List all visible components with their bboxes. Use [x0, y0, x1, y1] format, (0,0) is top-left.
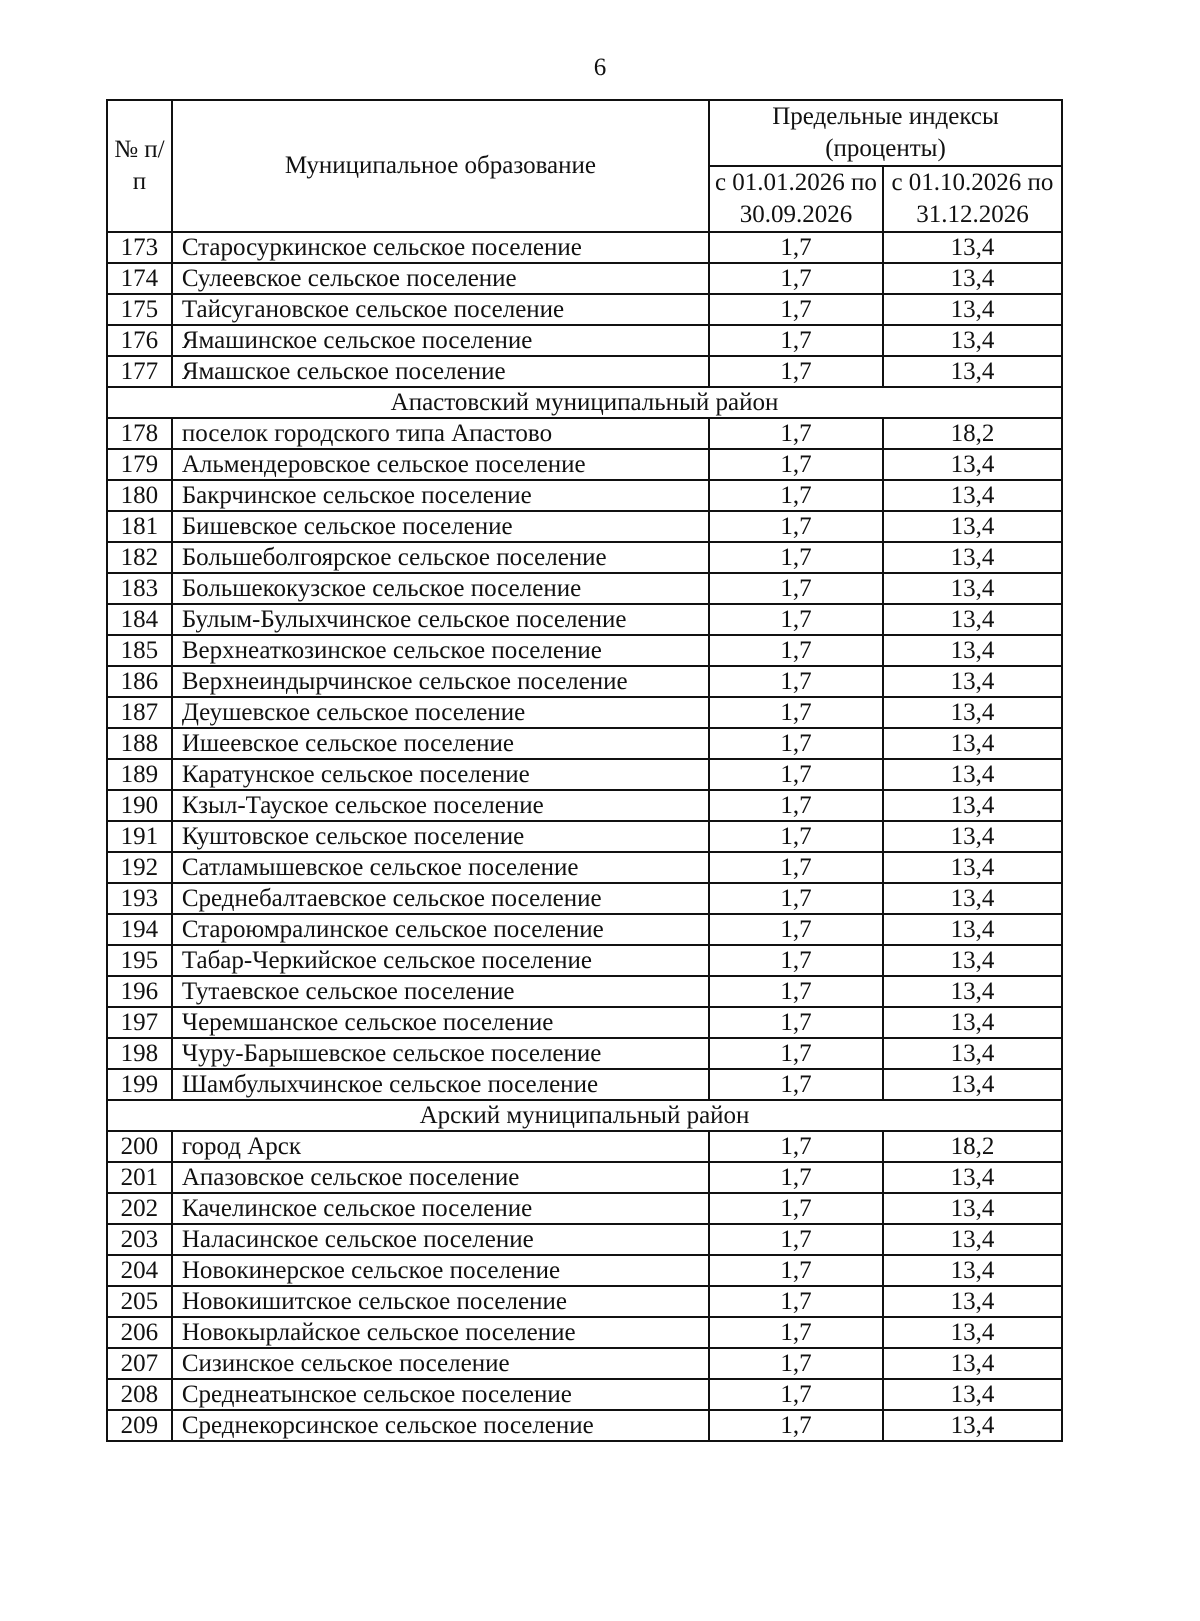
row-number: 173 — [107, 232, 172, 263]
index-period-1: 1,7 — [709, 1255, 883, 1286]
index-period-1: 1,7 — [709, 1193, 883, 1224]
table-row — [107, 1038, 1062, 1069]
index-period-2: 13,4 — [883, 666, 1062, 697]
municipality-name: Ямашское сельское поселение — [172, 356, 709, 387]
index-period-1: 1,7 — [709, 1069, 883, 1100]
municipality-name: Новокырлайское сельское поселение — [172, 1317, 709, 1348]
table-row — [107, 883, 1062, 914]
table-row — [107, 852, 1062, 883]
municipality-name: Черемшанское сельское поселение — [172, 1007, 709, 1038]
index-period-2: 13,4 — [883, 790, 1062, 821]
table-row — [107, 294, 1062, 325]
table-row — [107, 325, 1062, 356]
municipality-name: Среднеатынское сельское поселение — [172, 1379, 709, 1410]
header-period-1: с 01.01.2026 по 30.09.2026 — [709, 166, 883, 232]
index-period-1: 1,7 — [709, 945, 883, 976]
table-row — [107, 573, 1062, 604]
municipality-name: Деушевское сельское поселение — [172, 697, 709, 728]
row-number: 206 — [107, 1317, 172, 1348]
index-period-1: 1,7 — [709, 728, 883, 759]
index-period-1: 1,7 — [709, 697, 883, 728]
table-row — [107, 1348, 1062, 1379]
row-number: 178 — [107, 418, 172, 449]
section-title: Арский муниципальный район — [107, 1100, 1062, 1131]
index-period-2: 13,4 — [883, 232, 1062, 263]
municipality-name: Старосуркинское сельское поселение — [172, 232, 709, 263]
row-number: 189 — [107, 759, 172, 790]
row-number: 188 — [107, 728, 172, 759]
index-period-1: 1,7 — [709, 511, 883, 542]
table-row — [107, 356, 1062, 387]
section-title: Апастовский муниципальный район — [107, 387, 1062, 418]
index-period-1: 1,7 — [709, 790, 883, 821]
municipality-name: Староюмралинское сельское поселение — [172, 914, 709, 945]
index-period-1: 1,7 — [709, 1410, 883, 1441]
municipality-name: Новокишитское сельское поселение — [172, 1286, 709, 1317]
index-period-1: 1,7 — [709, 976, 883, 1007]
index-period-2: 13,4 — [883, 945, 1062, 976]
row-number: 195 — [107, 945, 172, 976]
index-period-2: 13,4 — [883, 852, 1062, 883]
page-number: 6 — [593, 54, 607, 81]
index-period-2: 13,4 — [883, 635, 1062, 666]
row-number: 190 — [107, 790, 172, 821]
index-period-1: 1,7 — [709, 666, 883, 697]
index-period-2: 13,4 — [883, 1007, 1062, 1038]
header-period-2: с 01.10.2026 по 31.12.2026 — [883, 166, 1062, 232]
municipality-name: Бакрчинское сельское поселение — [172, 480, 709, 511]
index-period-1: 1,7 — [709, 821, 883, 852]
municipality-name: Каратунское сельское поселение — [172, 759, 709, 790]
table-row — [107, 1379, 1062, 1410]
table-row — [107, 1007, 1062, 1038]
index-period-1: 1,7 — [709, 232, 883, 263]
index-period-1: 1,7 — [709, 480, 883, 511]
municipality-name: Новокинерское сельское поселение — [172, 1255, 709, 1286]
municipality-name: Верхнеаткозинское сельское поселение — [172, 635, 709, 666]
index-period-2: 13,4 — [883, 325, 1062, 356]
index-period-1: 1,7 — [709, 418, 883, 449]
row-number: 174 — [107, 263, 172, 294]
header-municipality: Муниципальное образование — [172, 100, 709, 232]
index-period-1: 1,7 — [709, 325, 883, 356]
municipality-name: Куштовское сельское поселение — [172, 821, 709, 852]
index-period-2: 13,4 — [883, 1379, 1062, 1410]
index-period-1: 1,7 — [709, 1348, 883, 1379]
index-period-2: 13,4 — [883, 914, 1062, 945]
row-number: 207 — [107, 1348, 172, 1379]
municipality-name: Наласинское сельское поселение — [172, 1224, 709, 1255]
table-row — [107, 697, 1062, 728]
table-row — [107, 666, 1062, 697]
table-body — [107, 232, 1062, 1441]
index-period-2: 18,2 — [883, 1131, 1062, 1162]
index-period-2: 13,4 — [883, 604, 1062, 635]
municipality-name: Большеболгоярское сельское поселение — [172, 542, 709, 573]
index-period-1: 1,7 — [709, 263, 883, 294]
municipality-name: Среднебалтаевское сельское поселение — [172, 883, 709, 914]
municipality-name: Табар-Черкийское сельское поселение — [172, 945, 709, 976]
index-period-1: 1,7 — [709, 914, 883, 945]
index-period-1: 1,7 — [709, 1317, 883, 1348]
municipality-name: Ямашинское сельское поселение — [172, 325, 709, 356]
table-row — [107, 604, 1062, 635]
table-row — [107, 418, 1062, 449]
row-number: 186 — [107, 666, 172, 697]
table-row — [107, 1131, 1062, 1162]
municipality-name: Булым-Булыхчинское сельское поселение — [172, 604, 709, 635]
table-row — [107, 449, 1062, 480]
index-period-2: 13,4 — [883, 976, 1062, 1007]
row-number: 209 — [107, 1410, 172, 1441]
table-row — [107, 263, 1062, 294]
index-period-2: 13,4 — [883, 1224, 1062, 1255]
index-period-2: 13,4 — [883, 449, 1062, 480]
indices-table — [106, 99, 1063, 1442]
municipality-name: Сатламышевское сельское поселение — [172, 852, 709, 883]
municipality-name: Тайсугановское сельское поселение — [172, 294, 709, 325]
row-number: 194 — [107, 914, 172, 945]
index-period-2: 13,4 — [883, 1410, 1062, 1441]
row-number: 180 — [107, 480, 172, 511]
row-number: 193 — [107, 883, 172, 914]
index-period-2: 13,4 — [883, 1162, 1062, 1193]
table-row — [107, 480, 1062, 511]
row-number: 205 — [107, 1286, 172, 1317]
row-number: 183 — [107, 573, 172, 604]
index-period-2: 13,4 — [883, 883, 1062, 914]
index-period-1: 1,7 — [709, 1131, 883, 1162]
index-period-2: 13,4 — [883, 294, 1062, 325]
municipality-name: Шамбулыхчинское сельское поселение — [172, 1069, 709, 1100]
table-row — [107, 914, 1062, 945]
row-number: 191 — [107, 821, 172, 852]
index-period-2: 13,4 — [883, 573, 1062, 604]
municipality-name: Сулеевское сельское поселение — [172, 263, 709, 294]
table-row — [107, 945, 1062, 976]
header-number: № п/п — [107, 100, 172, 232]
row-number: 175 — [107, 294, 172, 325]
table-row — [107, 1069, 1062, 1100]
row-number: 184 — [107, 604, 172, 635]
index-period-1: 1,7 — [709, 542, 883, 573]
table-row — [107, 821, 1062, 852]
row-number: 201 — [107, 1162, 172, 1193]
municipality-name: Альмендеровское сельское поселение — [172, 449, 709, 480]
index-period-2: 13,4 — [883, 542, 1062, 573]
row-number: 204 — [107, 1255, 172, 1286]
municipality-name: Большекокузское сельское поселение — [172, 573, 709, 604]
index-period-1: 1,7 — [709, 449, 883, 480]
row-number: 181 — [107, 511, 172, 542]
table-row — [107, 1193, 1062, 1224]
row-number: 187 — [107, 697, 172, 728]
index-period-1: 1,7 — [709, 604, 883, 635]
index-period-1: 1,7 — [709, 635, 883, 666]
table-row — [107, 1162, 1062, 1193]
row-number: 176 — [107, 325, 172, 356]
table-row — [107, 511, 1062, 542]
index-period-1: 1,7 — [709, 1286, 883, 1317]
municipality-name: Кзыл-Тауское сельское поселение — [172, 790, 709, 821]
row-number: 197 — [107, 1007, 172, 1038]
header-indices: Предельные индексы (проценты) — [709, 100, 1062, 166]
index-period-1: 1,7 — [709, 883, 883, 914]
index-period-2: 13,4 — [883, 263, 1062, 294]
index-period-2: 13,4 — [883, 728, 1062, 759]
row-number: 182 — [107, 542, 172, 573]
row-number: 192 — [107, 852, 172, 883]
index-period-2: 13,4 — [883, 697, 1062, 728]
index-period-2: 13,4 — [883, 1286, 1062, 1317]
municipality-name: Апазовское сельское поселение — [172, 1162, 709, 1193]
index-period-1: 1,7 — [709, 1038, 883, 1069]
index-period-1: 1,7 — [709, 294, 883, 325]
index-period-2: 13,4 — [883, 1038, 1062, 1069]
index-period-2: 13,4 — [883, 356, 1062, 387]
municipality-name: Верхнеиндырчинское сельское поселение — [172, 666, 709, 697]
section-row — [107, 1100, 1062, 1131]
table-row — [107, 1255, 1062, 1286]
table-row — [107, 542, 1062, 573]
table-row — [107, 1410, 1062, 1441]
row-number: 208 — [107, 1379, 172, 1410]
table-row — [107, 759, 1062, 790]
row-number: 196 — [107, 976, 172, 1007]
table-row — [107, 1286, 1062, 1317]
index-period-1: 1,7 — [709, 1379, 883, 1410]
index-period-1: 1,7 — [709, 759, 883, 790]
municipality-name: Чуру-Барышевское сельское поселение — [172, 1038, 709, 1069]
index-period-1: 1,7 — [709, 852, 883, 883]
index-period-2: 13,4 — [883, 480, 1062, 511]
row-number: 179 — [107, 449, 172, 480]
row-number: 202 — [107, 1193, 172, 1224]
municipality-name: Тутаевское сельское поселение — [172, 976, 709, 1007]
row-number: 203 — [107, 1224, 172, 1255]
table-row — [107, 728, 1062, 759]
municipality-name: Бишевское сельское поселение — [172, 511, 709, 542]
index-period-1: 1,7 — [709, 1007, 883, 1038]
municipality-name: город Арск — [172, 1131, 709, 1162]
municipality-name: Среднекорсинское сельское поселение — [172, 1410, 709, 1441]
municipality-name: Качелинское сельское поселение — [172, 1193, 709, 1224]
index-period-2: 13,4 — [883, 821, 1062, 852]
index-period-1: 1,7 — [709, 573, 883, 604]
municipality-name: Ишеевское сельское поселение — [172, 728, 709, 759]
table-row — [107, 232, 1062, 263]
table-row — [107, 1224, 1062, 1255]
row-number: 200 — [107, 1131, 172, 1162]
table-row — [107, 635, 1062, 666]
index-period-1: 1,7 — [709, 1162, 883, 1193]
index-period-2: 13,4 — [883, 1069, 1062, 1100]
index-period-2: 13,4 — [883, 1348, 1062, 1379]
index-period-1: 1,7 — [709, 1224, 883, 1255]
municipality-name: поселок городского типа Апастово — [172, 418, 709, 449]
index-period-2: 13,4 — [883, 759, 1062, 790]
table-header — [107, 100, 1062, 232]
municipality-name: Сизинское сельское поселение — [172, 1348, 709, 1379]
index-period-2: 13,4 — [883, 1193, 1062, 1224]
row-number: 198 — [107, 1038, 172, 1069]
index-period-1: 1,7 — [709, 356, 883, 387]
index-period-2: 13,4 — [883, 511, 1062, 542]
table-row — [107, 1317, 1062, 1348]
row-number: 185 — [107, 635, 172, 666]
table-row — [107, 976, 1062, 1007]
row-number: 177 — [107, 356, 172, 387]
index-period-2: 13,4 — [883, 1255, 1062, 1286]
section-row — [107, 387, 1062, 418]
row-number: 199 — [107, 1069, 172, 1100]
index-period-2: 18,2 — [883, 418, 1062, 449]
table-row — [107, 790, 1062, 821]
index-period-2: 13,4 — [883, 1317, 1062, 1348]
